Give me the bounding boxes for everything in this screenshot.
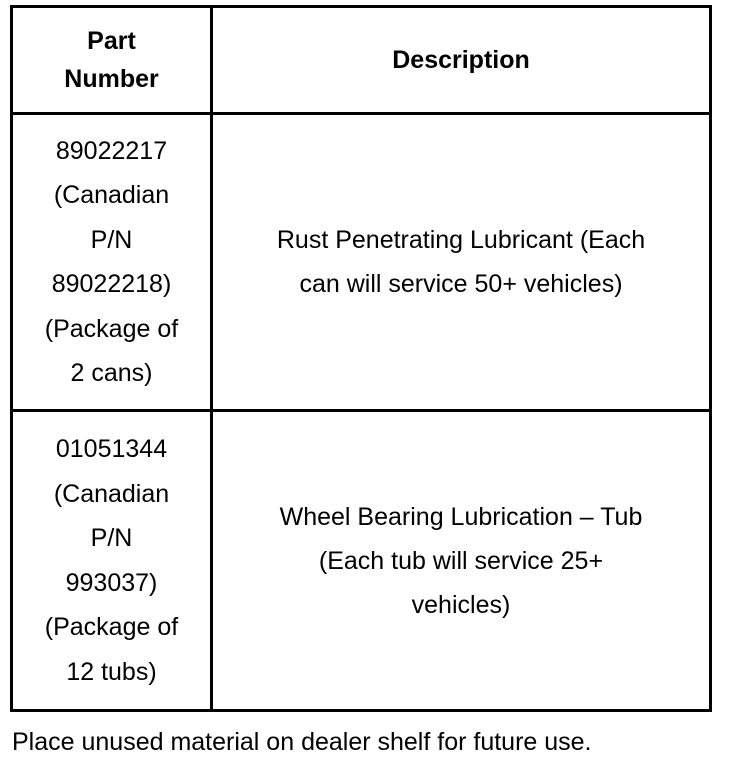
description-text xyxy=(257,218,665,306)
description-line: can will service 50+ vehicles) xyxy=(299,270,623,298)
part-number-line: 89022217 xyxy=(55,136,168,165)
part-number-line: 12 tubs) xyxy=(66,657,157,686)
parts-table xyxy=(10,5,712,712)
description-cell xyxy=(212,114,711,411)
part-number-line: (Package of xyxy=(44,314,179,343)
part-number-line: (Package of xyxy=(44,613,179,641)
table-row xyxy=(12,114,711,411)
header-part-number-line1: Part xyxy=(87,27,136,55)
description-line: Wheel Bearing Lubrication – Tub xyxy=(279,502,643,531)
part-number-line: 993037) xyxy=(65,568,158,597)
description-line: (Each tub will service 25+ xyxy=(318,546,604,575)
part-number-line: (Canadian xyxy=(53,479,170,508)
part-number-line: (Canadian xyxy=(53,181,170,209)
header-part-number-line2: Number xyxy=(64,65,159,93)
part-number-line: 89022218) xyxy=(51,270,172,298)
part-number-line: 01051344 xyxy=(55,435,168,463)
part-number-line: P/N xyxy=(90,225,133,254)
description-line: Rust Penetrating Lubricant (Each xyxy=(276,226,646,254)
header-part-number xyxy=(12,7,212,114)
header-description: Description xyxy=(212,7,711,114)
part-number-line: P/N xyxy=(90,524,133,552)
footer-note: Place unused material on dealer shelf for future use. xyxy=(12,728,592,756)
table-row xyxy=(12,411,711,711)
description-cell xyxy=(212,411,711,711)
part-number-cell xyxy=(12,114,212,411)
description-line: vehicles) xyxy=(411,590,511,619)
part-number-line: 2 cans) xyxy=(70,359,153,387)
table-header-row xyxy=(12,7,711,114)
description-text xyxy=(260,495,663,627)
part-number-cell xyxy=(12,411,212,711)
